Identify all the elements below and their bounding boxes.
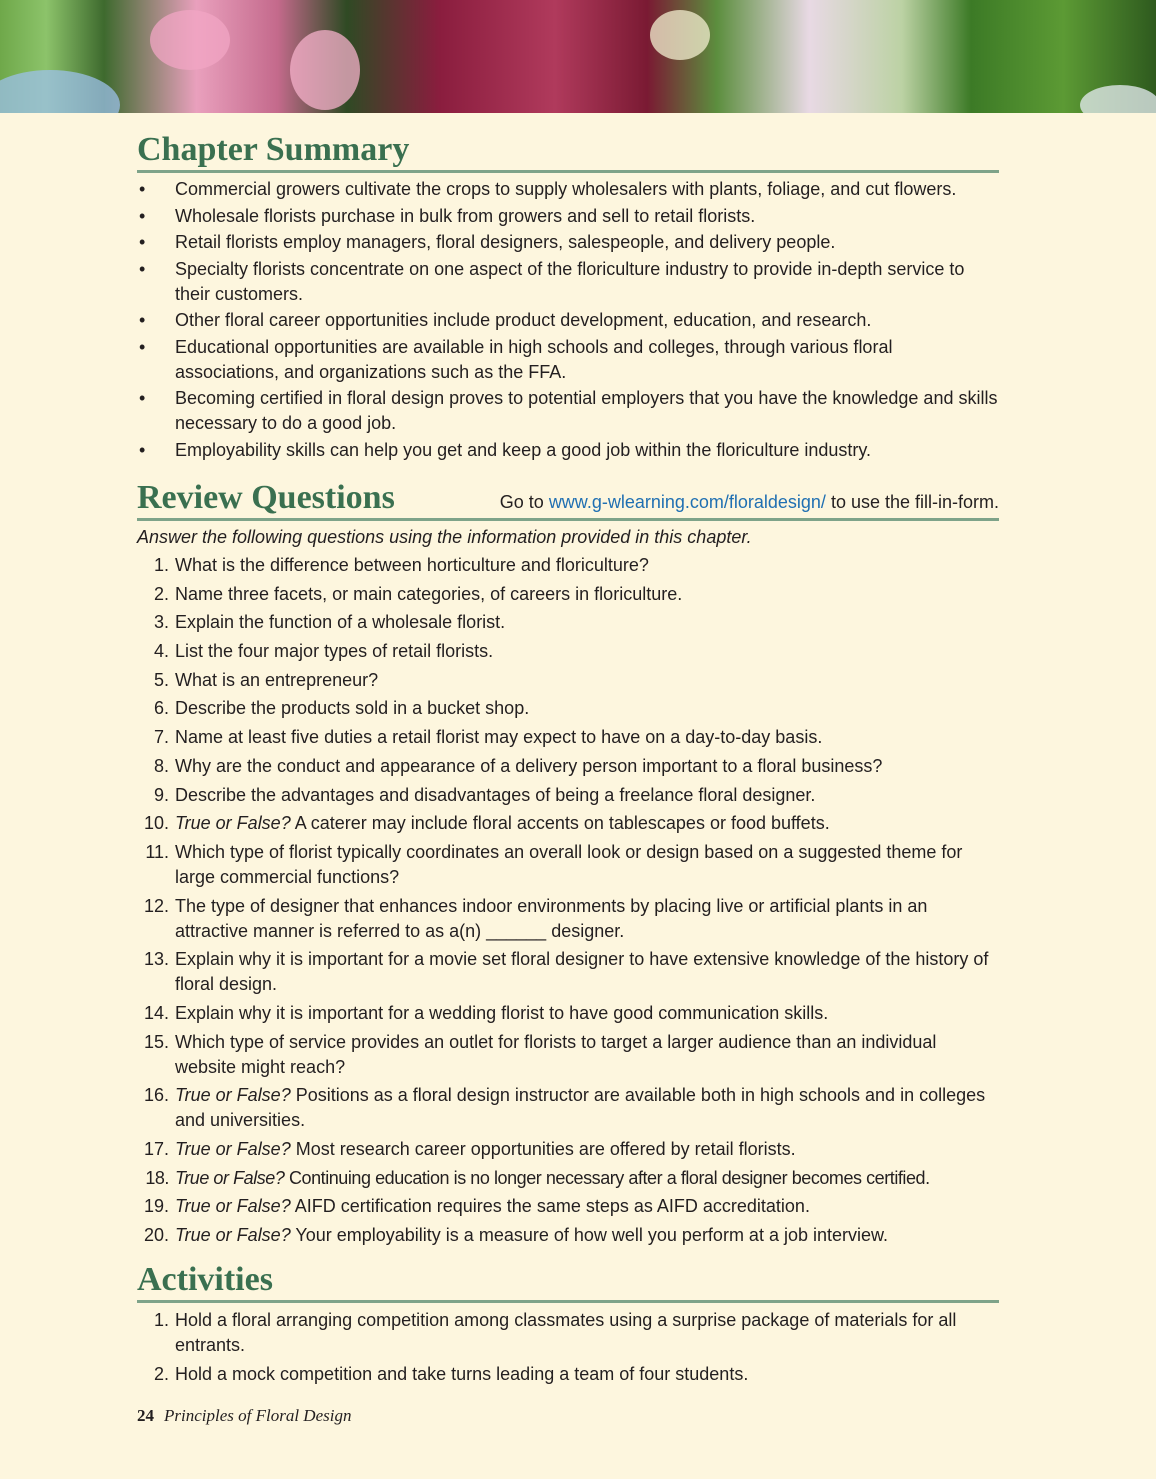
question-text: Which type of florist typically coordinates an overall look or design based on a suggested theme for large commercial functions?	[175, 841, 963, 887]
goto-suffix: to use the fill-in-form.	[825, 492, 999, 512]
summary-text: Wholesale florists purchase in bulk from growers and sell to retail florists.	[175, 205, 756, 226]
question-number: 9.	[153, 784, 169, 805]
goto-prefix: Go to	[499, 492, 549, 512]
question-number: 11.	[145, 841, 169, 862]
question-text: Continuing education is no longer necessary after a floral designer becomes certified.	[284, 1167, 930, 1188]
review-question	[137, 553, 999, 578]
activity-item	[137, 1308, 999, 1358]
question-number: 13.	[143, 949, 169, 970]
question-text: The type of designer that enhances indoor environments by placing live or artificial plants in an attractive manner is referred to as a(n) ______ designer.	[175, 895, 928, 941]
review-question	[137, 696, 999, 721]
review-question	[137, 1083, 999, 1133]
review-question	[137, 811, 999, 836]
bullet-icon: •	[139, 258, 146, 279]
summary-text: Becoming certified in floral design proves to potential employers that you have the knowledge and skills necessary to do a good job.	[175, 388, 998, 433]
question-text: Your employability is a measure of how well you perform at a job interview.	[290, 1225, 889, 1246]
header-flower-photo	[0, 0, 1156, 113]
activity-list	[137, 1308, 999, 1387]
review-question	[137, 639, 999, 664]
review-question	[137, 947, 999, 997]
activity-text: Hold a floral arranging competition among classmates using a surprise package of materials for all entrants.	[175, 1310, 957, 1355]
review-question	[137, 1001, 999, 1026]
chapter-summary-heading: Chapter Summary	[137, 131, 410, 168]
activity-item	[137, 1362, 999, 1387]
true-false-label: True or False?	[175, 1196, 291, 1217]
question-number: 15.	[143, 1031, 169, 1052]
book-title: Principles of Floral Design	[164, 1406, 352, 1425]
summary-item	[137, 204, 999, 229]
question-number: 19.	[143, 1196, 169, 1217]
review-question	[137, 840, 999, 890]
review-question	[137, 754, 999, 779]
review-question	[137, 783, 999, 808]
bullet-icon: •	[139, 179, 146, 199]
question-number: 12.	[143, 895, 169, 916]
question-list	[137, 553, 999, 1248]
summary-text: Specialty florists concentrate on one aspect of the floriculture industry to provide in-depth service to their customers.	[175, 258, 965, 304]
summary-item	[137, 308, 999, 333]
fill-in-form-note	[500, 492, 999, 513]
question-number: 3.	[153, 612, 169, 633]
page-number: 24	[137, 1406, 154, 1425]
review-question	[137, 1194, 999, 1219]
bullet-icon: •	[139, 336, 146, 357]
activity-text: Hold a mock competition and take turns leading a team of four students.	[175, 1363, 749, 1384]
question-text: Why are the conduct and appearance of a delivery person important to a floral business?	[175, 755, 883, 776]
review-intro: Answer the following questions using the information provided in this chapter.	[137, 527, 752, 547]
question-number: 7.	[153, 727, 169, 748]
bullet-icon: •	[139, 310, 146, 330]
summary-item	[137, 438, 999, 463]
review-question	[137, 1137, 999, 1162]
summary-text: Retail florists employ managers, floral designers, salespeople, and delivery people.	[175, 232, 836, 252]
bullet-icon: •	[139, 205, 146, 226]
summary-item	[137, 335, 999, 385]
true-false-label: True or False?	[175, 1139, 291, 1159]
summary-item	[137, 257, 999, 307]
review-questions-heading: Review Questions	[137, 479, 395, 516]
summary-item	[137, 230, 999, 255]
activities-section	[137, 1260, 999, 1390]
bullet-icon: •	[139, 439, 146, 460]
question-number: 1.	[153, 555, 169, 575]
question-text: Name three facets, or main categories, of careers in floriculture.	[175, 583, 683, 604]
summary-item	[137, 386, 999, 436]
summary-text: Commercial growers cultivate the crops to supply wholesalers with plants, foliage, and cut flowers.	[175, 179, 957, 199]
activity-number: 2.	[153, 1363, 169, 1384]
question-number: 6.	[153, 698, 169, 719]
bullet-icon: •	[139, 232, 146, 252]
heading-rule	[137, 1300, 999, 1303]
summary-list	[137, 177, 999, 463]
summary-text: Employability skills can help you get and keep a good job within the floriculture industry.	[175, 439, 872, 460]
question-number: 16.	[143, 1085, 169, 1106]
chapter-summary-section	[137, 130, 999, 464]
review-questions-section	[137, 478, 999, 1252]
fill-in-form-link[interactable]: www.g-wlearning.com/floraldesign/	[548, 492, 826, 512]
heading-rule	[137, 170, 999, 173]
bullet-icon: •	[139, 388, 146, 408]
question-text: Explain why it is important for a movie set floral designer to have extensive knowledge of the history of floral design.	[175, 949, 989, 995]
review-question	[137, 582, 999, 607]
question-text: What is an entrepreneur?	[175, 669, 379, 690]
review-question	[137, 1030, 999, 1080]
question-number: 4.	[153, 641, 169, 662]
question-text: List the four major types of retail florists.	[175, 641, 494, 662]
activities-heading: Activities	[137, 1261, 273, 1298]
true-false-label: True or False?	[175, 1167, 285, 1188]
question-number: 5.	[153, 669, 169, 690]
heading-rule	[137, 518, 999, 521]
true-false-label: True or False?	[175, 1085, 291, 1106]
question-number: 10.	[143, 813, 169, 834]
question-number: 8.	[153, 755, 169, 776]
review-question	[137, 1223, 999, 1248]
summary-item	[137, 177, 999, 202]
summary-text: Other floral career opportunities include product development, education, and research.	[175, 310, 872, 330]
question-number: 14.	[143, 1002, 169, 1023]
question-text: Describe the products sold in a bucket shop.	[175, 698, 530, 719]
question-text: Which type of service provides an outlet for florists to target a larger audience than an individual website might reach?	[175, 1031, 937, 1077]
review-question	[137, 1166, 999, 1191]
question-number: 17.	[143, 1139, 169, 1159]
question-number: 2.	[153, 583, 169, 604]
summary-text: Educational opportunities are available in high schools and colleges, through various floral associations, and organizations such as the FFA.	[175, 336, 893, 382]
page-footer	[137, 1406, 351, 1426]
question-text: Describe the advantages and disadvantages of being a freelance floral designer.	[175, 784, 816, 805]
review-question	[137, 894, 999, 944]
review-question	[137, 610, 999, 635]
activity-number: 1.	[153, 1310, 169, 1330]
question-text: Most research career opportunities are offered by retail florists.	[290, 1139, 796, 1159]
question-text: Explain why it is important for a wedding florist to have good communication skills.	[175, 1002, 829, 1023]
question-number: 18.	[145, 1167, 169, 1188]
question-text: AIFD certification requires the same steps as AIFD accreditation.	[290, 1196, 810, 1217]
true-false-label: True or False?	[175, 813, 291, 834]
question-text: Positions as a floral design instructor are available both in high schools and in colleges and universities.	[175, 1085, 986, 1131]
question-text: A caterer may include floral accents on tablescapes or food buffets.	[290, 813, 830, 834]
true-false-label: True or False?	[175, 1225, 291, 1246]
question-text: Explain the function of a wholesale florist.	[175, 612, 506, 633]
question-number: 20.	[143, 1225, 169, 1246]
question-text: What is the difference between horticulture and floriculture?	[175, 555, 649, 575]
question-text: Name at least five duties a retail florist may expect to have on a day-to-day basis.	[175, 727, 823, 748]
review-question	[137, 668, 999, 693]
review-question	[137, 725, 999, 750]
